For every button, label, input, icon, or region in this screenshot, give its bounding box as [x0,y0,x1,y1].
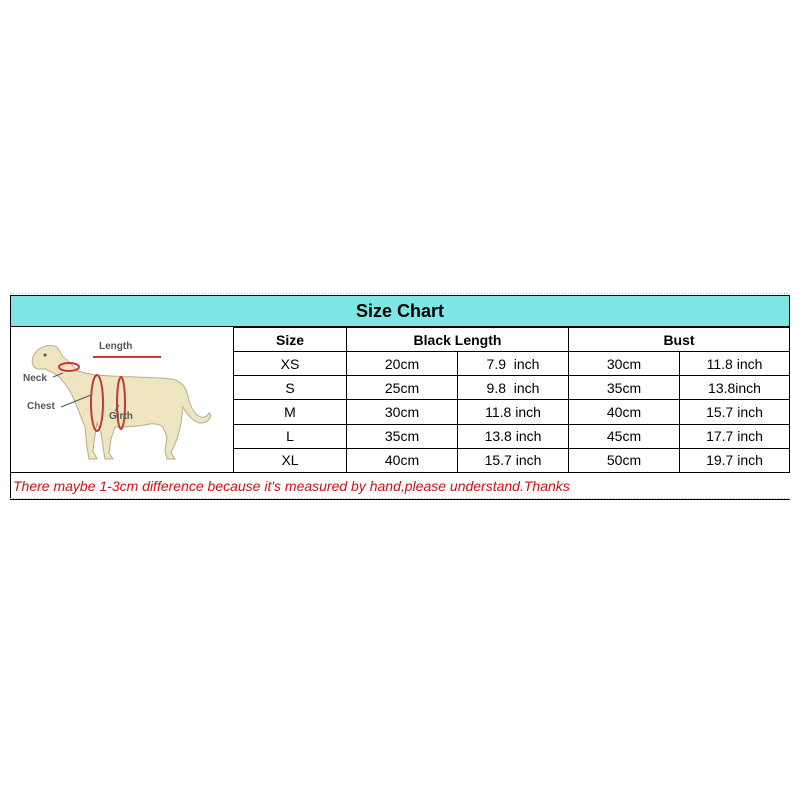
length-label: Length [99,341,133,352]
table-row [234,400,790,424]
header-length: Black Length [347,328,569,352]
dog-eye [44,354,47,357]
measurement-note: There maybe 1-3cm difference because it's measured by hand,please understand.Thanks [10,473,790,500]
cell-size: S [234,376,347,400]
header-size: Size [234,328,347,352]
cell-bust-cm: 30cm [569,352,680,376]
cell-length-inch: 15.7 inch [458,448,569,472]
cell-size: XL [234,448,347,472]
size-chart-sheet [10,295,790,500]
cell-bust-cm: 35cm [569,376,680,400]
size-table [233,327,790,473]
cell-bust-inch: 11.8 inch [680,352,790,376]
size-chart-title: Size Chart [10,295,790,327]
cell-length-inch: 9.8 inch [458,376,569,400]
table-header-row [234,328,790,352]
sheet-gridline-top [10,293,790,294]
cell-size: XS [234,352,347,376]
cell-length-inch: 13.8 inch [458,424,569,448]
size-chart-body [10,327,790,473]
cell-length-cm: 20cm [347,352,458,376]
header-bust: Bust [569,328,790,352]
cell-bust-cm: 45cm [569,424,680,448]
chest-label: Chest [27,401,55,412]
cell-length-inch: 7.9 inch [458,352,569,376]
cell-size: M [234,400,347,424]
sheet-gridline-bottom [10,498,790,499]
cell-size: L [234,424,347,448]
dog-body [32,345,211,459]
cell-bust-cm: 40cm [569,400,680,424]
cell-length-cm: 30cm [347,400,458,424]
table-row [234,448,790,472]
cell-bust-inch: 13.8inch [680,376,790,400]
cell-length-inch: 11.8 inch [458,400,569,424]
neck-label: Neck [23,373,47,384]
cell-bust-inch: 15.7 inch [680,400,790,424]
cell-bust-inch: 19.7 inch [680,448,790,472]
cell-bust-cm: 50cm [569,448,680,472]
girth-label: Girth [109,411,133,422]
dog-measurement-illustration [11,327,233,473]
cell-length-cm: 40cm [347,448,458,472]
table-row [234,424,790,448]
table-row [234,352,790,376]
cell-length-cm: 35cm [347,424,458,448]
cell-length-cm: 25cm [347,376,458,400]
cell-bust-inch: 17.7 inch [680,424,790,448]
table-row [234,376,790,400]
